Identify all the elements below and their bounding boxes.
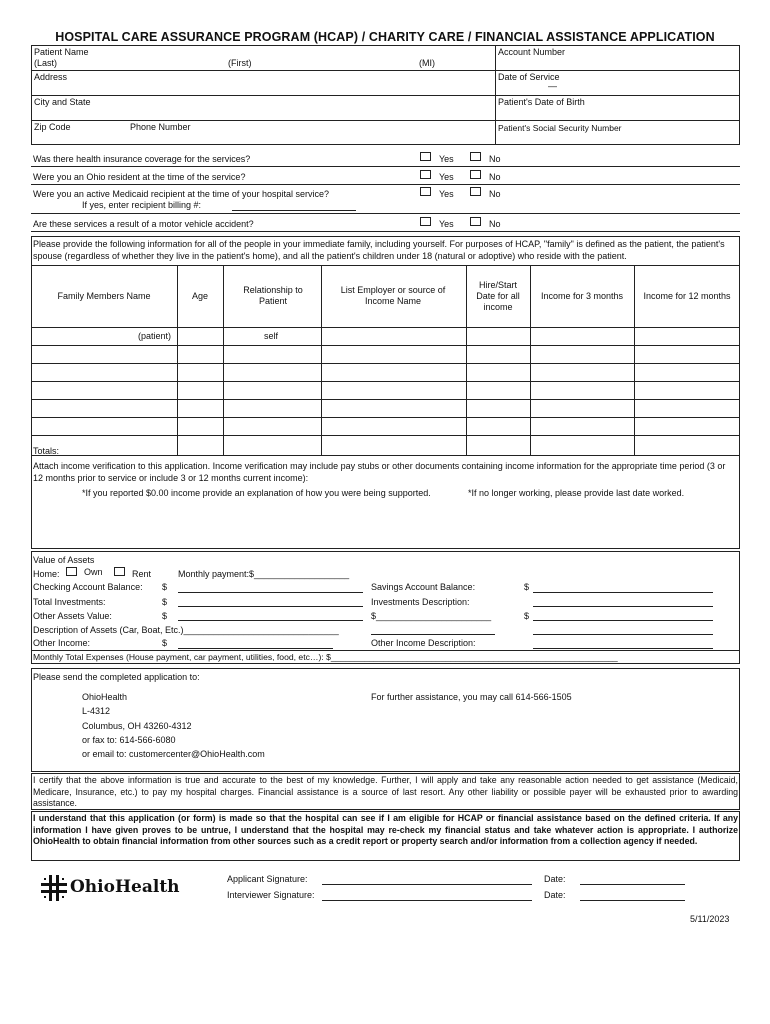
interviewer-date-field[interactable]: [580, 900, 685, 901]
zero-income-note: *If you reported $0.00 income provide an explanation of how you were being supported.: [82, 488, 431, 498]
medicaid-yes-checkbox[interactable]: [420, 187, 431, 196]
no-label: No: [489, 189, 501, 199]
other-assets-dollar-right: $: [524, 611, 530, 621]
income-verification-note: Attach income verification to this application. Income verification may include pay stubs or other documents containing income information for the appropriate time period (3 or 12 months prior to service or include 3 or 12 months current income):: [33, 461, 726, 483]
other-income-dollar: $: [162, 638, 168, 648]
applicant-signature-field[interactable]: [322, 884, 532, 885]
yes-label: Yes: [439, 154, 454, 164]
other-assets-right-field[interactable]: [533, 620, 713, 621]
middle-initial-label: (MI): [419, 58, 435, 68]
savings-field[interactable]: [533, 592, 713, 593]
self-cell: self: [264, 331, 279, 341]
patient-dob-label: Patient's Date of Birth: [498, 97, 585, 107]
other-assets-dollar: $: [162, 611, 168, 621]
applicant-date-field[interactable]: [580, 884, 685, 885]
header-income-3-months: Income for 3 months: [540, 290, 624, 301]
checking-field[interactable]: [178, 592, 363, 593]
send-email: or email to: customercenter@OhioHealth.com: [82, 749, 265, 759]
first-name-label: (First): [228, 58, 252, 68]
no-longer-working-note: *If no longer working, please provide last date worked.: [468, 488, 685, 498]
send-box: L-4312: [82, 706, 111, 716]
patient-cell: (patient): [138, 331, 172, 341]
question-medicaid: Were you an active Medicaid recipient at the time of your hospital service?: [33, 189, 329, 199]
savings-dollar-line[interactable]: $_______________________: [371, 611, 492, 621]
checking-dollar: $: [162, 582, 168, 592]
other-assets-field[interactable]: [178, 620, 363, 621]
send-org: OhioHealth: [82, 692, 128, 702]
investments-description-label: Investments Description:: [371, 597, 470, 607]
account-number-label: Account Number: [498, 47, 566, 57]
question-insurance: Was there health insurance coverage for the services?: [33, 154, 251, 164]
no-label: No: [489, 154, 501, 164]
investments-description-field[interactable]: [533, 606, 713, 607]
monthly-expenses-field[interactable]: Monthly Total Expenses (House payment, car payment, utilities, food, etc…): $____________________________________________________________: [33, 652, 618, 662]
header-employer: List Employer or source of Income Name: [340, 285, 446, 306]
asset-extra-field[interactable]: [371, 634, 495, 635]
yes-label: Yes: [439, 189, 454, 199]
date-of-service-label: Date of Service: [498, 72, 560, 82]
assistance-phone: For further assistance, you may call 614-566-1505: [371, 692, 572, 702]
home-label: Home:: [33, 569, 60, 579]
form-title: HOSPITAL CARE ASSURANCE PROGRAM (HCAP) / CHARITY CARE / FINANCIAL ASSISTANCE APPLICATION: [55, 30, 715, 44]
other-income-description-label: Other Income Description:: [371, 638, 476, 648]
interviewer-date-label: Date:: [544, 890, 566, 900]
own-checkbox[interactable]: [66, 567, 77, 576]
medicaid-no-checkbox[interactable]: [470, 187, 481, 196]
address-label: Address: [34, 72, 68, 82]
investments-dollar: $: [162, 597, 168, 607]
ssn-label: Patient's Social Security Number: [498, 123, 622, 133]
yes-label: Yes: [439, 172, 454, 182]
header-relationship: Relationship to Patient: [243, 285, 303, 306]
no-label: No: [489, 172, 501, 182]
yes-label: Yes: [439, 219, 454, 229]
checking-label: Checking Account Balance:: [33, 582, 143, 592]
certify-text: I certify that the above information is true and accurate to the best of my knowledge. Further, I will apply and take any reasonable action needed to get assistance (Medicaid, Medicare, Insurance, etc.) to pay my hospital charges. Financial assistance is a source of last resort. Any other liability or possible payer will be exhausted prior to awarding assistance.: [33, 775, 738, 808]
other-income-description-field[interactable]: [533, 648, 713, 649]
asset-description-field[interactable]: Description of Assets (Car, Boat, Etc.)_______________________________: [33, 625, 339, 635]
header-hire-date: Hire/Start Date for all income: [476, 279, 520, 312]
monthly-payment-field[interactable]: Monthly payment:$___________________: [178, 569, 350, 579]
insurance-yes-checkbox[interactable]: [420, 152, 431, 161]
no-label: No: [489, 219, 501, 229]
interviewer-signature-field[interactable]: [322, 900, 532, 901]
total-investments-label: Total Investments:: [33, 597, 106, 607]
logo-wordmark: OhioHealth: [70, 877, 180, 897]
other-income-field[interactable]: [178, 648, 333, 649]
header-age: Age: [191, 290, 208, 301]
ohio-yes-checkbox[interactable]: [420, 170, 431, 179]
insurance-no-checkbox[interactable]: [470, 152, 481, 161]
other-assets-label: Other Assets Value:: [33, 611, 112, 621]
phone-number-label: Phone Number: [130, 122, 191, 132]
header-family-member-name: Family Members Name: [57, 290, 151, 301]
billing-number-field[interactable]: [232, 210, 356, 211]
patient-name-label: Patient Name: [34, 47, 89, 57]
asset-extra-right-field[interactable]: [533, 634, 713, 635]
billing-number-label: If yes, enter recipient billing #:: [82, 200, 202, 210]
send-fax: or fax to: 614-566-6080: [82, 735, 176, 745]
savings-label: Savings Account Balance:: [371, 582, 476, 592]
footer-date: 5/11/2023: [690, 914, 730, 924]
understand-text: I understand that this application (or form) is made so that the hospital can see if I am eligible for HCAP or financial assistance based on the defined criteria. If any information I have given proves to be untrue, I understand that the hospital may re-check my financial status and take whatever action is appropriate. I authorize OhioHealth to obtain financial information from other sources such as a credit report or property search and/or information from a collection agency if needed.: [33, 813, 738, 846]
savings-dollar: $: [524, 582, 530, 592]
last-name-label: (Last): [34, 58, 58, 68]
ohio-no-checkbox[interactable]: [470, 170, 481, 179]
total-investments-field[interactable]: [178, 606, 363, 607]
zip-code-label: Zip Code: [34, 122, 71, 132]
send-city: Columbus, OH 43260-4312: [82, 721, 192, 731]
interviewer-signature-label: Interviewer Signature:: [227, 890, 315, 900]
city-state-label: City and State: [34, 97, 91, 107]
own-label: Own: [84, 567, 103, 577]
family-intro: Please provide the following information for all of the people in your immediate family, including yourself. For purposes of HCAP, "family" is defined as the patient, the patient's spouse (regardless of whether they live in the patient's home), and all the patient's children under 18 (natural or adoptive) who reside with the patient.: [33, 239, 725, 261]
mva-no-checkbox[interactable]: [470, 217, 481, 226]
rent-checkbox[interactable]: [114, 567, 125, 576]
applicant-date-label: Date:: [544, 874, 566, 884]
question-motor-vehicle: Are these services a result of a motor vehicle accident?: [33, 219, 254, 229]
rent-label: Rent: [132, 569, 152, 579]
assets-title: Value of Assets: [33, 555, 95, 565]
send-label: Please send the completed application to:: [33, 672, 200, 682]
applicant-signature-label: Applicant Signature:: [227, 874, 308, 884]
ohiohealth-logo: [40, 874, 180, 902]
totals-label: Totals:: [33, 446, 60, 456]
header-income-12-months: Income for 12 months: [643, 290, 731, 301]
ohiohealth-logo-icon: [40, 874, 68, 902]
mva-yes-checkbox[interactable]: [420, 217, 431, 226]
other-income-label: Other Income:: [33, 638, 91, 648]
date-of-service-value: —: [548, 81, 557, 91]
question-ohio-resident: Were you an Ohio resident at the time of the service?: [33, 172, 246, 182]
